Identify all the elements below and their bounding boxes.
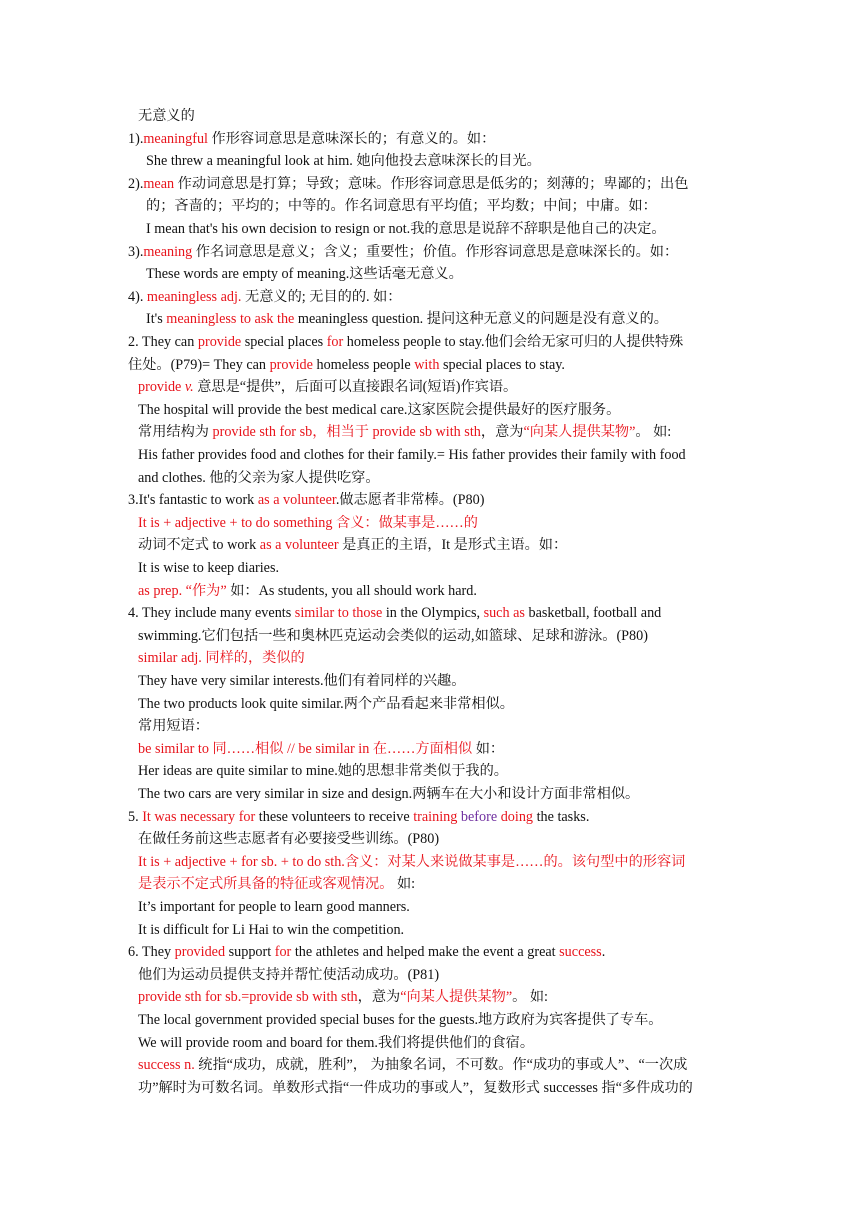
text-run: 如： — [472, 740, 505, 757]
highlighted-text: It was necessary for — [142, 808, 256, 825]
highlighted-text: 是表示不定式所具备的特征或客观情况。 — [138, 876, 394, 893]
text-run: 2. They can — [128, 334, 198, 350]
text-run: It is difficult for Li Hai to win the competition. — [138, 921, 405, 938]
text-run: special places to stay. — [439, 356, 565, 373]
text-line — [138, 670, 465, 693]
text-run: The hospital will provide the best medical care.这家医院会提供最好的医疗服务。 — [138, 401, 621, 418]
highlighted-text: “向某人提供某物” — [523, 424, 636, 441]
highlighted-text: success — [559, 944, 602, 961]
highlighted-text: with — [414, 356, 440, 373]
text-line — [138, 760, 508, 783]
text-run: Her ideas are quite similar to mine.她的思想非常类似于我的。 — [138, 763, 508, 780]
text-run: support — [225, 944, 275, 961]
highlighted-text: success n. — [138, 1057, 195, 1074]
text-line — [138, 919, 404, 942]
text-run: 3.It's fantastic to work — [128, 492, 258, 509]
text-run: They have very similar interests.他们有着同样的兴趣。 — [138, 673, 466, 689]
text-line — [138, 444, 686, 467]
text-line — [138, 625, 648, 648]
highlighted-text: provide — [138, 379, 185, 396]
text-run: These words are empty of meaning.这些话毫无意义。 — [146, 266, 463, 283]
highlighted-text: meaningful — [143, 130, 208, 147]
text-line — [146, 218, 666, 241]
text-line — [146, 308, 668, 331]
text-run: We will provide room and board for them.我们将提供他们的食宿。 — [138, 1034, 535, 1051]
text-line — [138, 647, 305, 670]
text-line — [128, 602, 661, 625]
highlighted-text: meaning — [143, 243, 193, 260]
highlighted-text: such as — [483, 605, 525, 622]
highlighted-text: It is + adjective + to do something 含义：做某事是……的 — [138, 514, 478, 531]
text-line — [128, 941, 605, 964]
text-run: in the Olympics, — [382, 605, 484, 622]
highlighted-text: as a volunteer — [259, 537, 339, 554]
highlighted-text: before — [460, 808, 498, 825]
text-run: special places — [241, 334, 327, 350]
highlighted-text: be similar to 同……相似 // be similar in 在……方面相似 — [138, 740, 473, 757]
text-run: and clothes. 他的父亲为家人提供吃穿。 — [138, 469, 380, 486]
text-run: the athletes and helped make the event a great — [291, 944, 560, 961]
text-run: .做志愿者非常棒。(P80) — [335, 492, 485, 509]
text-run: 动词不定式 to work — [138, 537, 260, 554]
text-line — [128, 806, 589, 829]
text-line — [128, 354, 565, 377]
text-line — [128, 331, 683, 354]
highlighted-text: for — [274, 944, 292, 961]
text-run: It's — [146, 311, 167, 328]
highlighted-text: training — [413, 808, 458, 825]
text-run: ，意为 — [480, 424, 524, 441]
text-run: 如: — [393, 876, 416, 893]
text-run: The two cars are very similar in size and design.两辆车在大小和设计方面非常相似。 — [138, 786, 640, 802]
text-line — [138, 828, 439, 851]
text-run: 意思是“提供”，后面可以直接跟名词(短语)作宾语。 — [193, 379, 518, 396]
text-line — [128, 173, 688, 196]
text-line — [138, 467, 380, 490]
text-line — [138, 1077, 693, 1100]
text-line — [128, 489, 484, 512]
text-run: 4). — [128, 288, 147, 305]
text-line — [138, 1009, 662, 1032]
text-run: 4. They include many events — [128, 605, 295, 622]
highlighted-text: “作为” — [182, 582, 227, 599]
text-line — [138, 557, 279, 580]
highlighted-text: It is + adjective + for sb. + to do sth.含义：对某人来说做某事是……的。该句型中的形容词 — [138, 853, 686, 870]
text-run: ，意为 — [357, 989, 401, 1006]
text-run: 。 如: — [635, 424, 672, 441]
text-line — [138, 851, 685, 874]
highlighted-text: mean — [143, 175, 175, 192]
text-run: 常用结构为 — [138, 424, 213, 441]
text-line — [138, 421, 671, 444]
text-run: His father provides food and clothes for their family.= His father provides their family with food — [138, 447, 686, 463]
highlighted-text: v. — [184, 379, 194, 396]
text-run: 的；吝啬的；平均的；中等的。作名词意思有平均值；平均数；中间；中庸。如： — [146, 198, 657, 215]
text-run: 。 如: — [512, 989, 548, 1006]
text-line — [146, 195, 657, 218]
text-run: 作形容词意思是意味深长的；有意义的。如： — [208, 130, 496, 147]
text-run: 作名词意思是意义；含义；重要性；价值。作形容词意思是意味深长的。如： — [192, 243, 679, 260]
text-run: 2). — [128, 175, 144, 192]
text-line — [138, 512, 478, 535]
text-line — [138, 738, 504, 761]
highlighted-text: provide sth for sb，相当于 provide sb with sth — [212, 424, 481, 441]
text-line — [138, 783, 639, 806]
text-run: homeless people — [312, 356, 415, 373]
text-line — [138, 580, 477, 603]
text-run: 无意义的; 无目的的. 如： — [241, 288, 402, 305]
highlighted-text: provide — [197, 334, 242, 350]
text-run: 3). — [128, 243, 144, 260]
highlighted-text: provide sth for sb.=provide sb with sth — [138, 989, 358, 1006]
text-line — [138, 1054, 687, 1077]
text-line — [138, 534, 567, 557]
highlighted-text: similar adj. 同样的，类似的 — [138, 650, 305, 667]
highlighted-text: as prep. — [138, 582, 183, 599]
highlighted-text: meaningless to ask the — [166, 311, 295, 328]
text-line — [138, 1032, 534, 1055]
highlighted-text: “向某人提供某物” — [400, 989, 513, 1006]
highlighted-text: provided — [174, 944, 226, 961]
text-run: basketball, football and — [524, 605, 662, 622]
text-line — [138, 986, 548, 1009]
text-line — [146, 263, 463, 286]
text-run: homeless people to stay.他们会给无家可归的人提供特殊 — [343, 334, 684, 350]
text-line — [138, 896, 410, 919]
text-line — [128, 128, 495, 151]
highlighted-text: as a volunteer — [257, 492, 336, 509]
text-run: 是真正的主语，It 是形式主语。如： — [338, 537, 568, 554]
text-run: 在做任务前这些志愿者有必要接受些训练。(P80) — [138, 831, 440, 848]
text-run: It’s important for people to learn good manners. — [138, 899, 410, 915]
highlighted-text: doing — [500, 808, 534, 825]
text-run: 他们为运动员提供支持并帮忙使活动成功。(P81) — [138, 966, 440, 983]
text-line — [138, 715, 209, 738]
text-run: She threw a meaningful look at him. 她向他投去意味深长的目光。 — [146, 153, 541, 170]
text-line — [138, 376, 517, 399]
text-line — [138, 873, 415, 896]
text-run: 统指“成功，成就，胜利”， 为抽象名词，不可数。作“成功的事或人”、“一次成 — [194, 1057, 688, 1074]
text-line — [138, 399, 620, 422]
text-run: meaningless question. 提问这种无意义的问题是没有意义的。 — [294, 311, 668, 328]
highlighted-text: provide — [269, 356, 313, 373]
text-run: I mean that's his own decision to resign or not.我的意思是说辞不辞职是他自己的决定。 — [146, 221, 666, 237]
text-run: 住处。(P79)= They can — [128, 356, 270, 373]
text-run: 常用短语： — [138, 718, 209, 735]
text-run: swimming.它们包括一些和奥林匹克运动会类似的运动,如篮球、足球和游泳。(P80) — [138, 627, 648, 644]
text-run: The local government provided special buses for the guests.地方政府为宾客提供了专车。 — [138, 1012, 663, 1028]
text-line — [128, 241, 678, 264]
text-run: the tasks. — [533, 808, 590, 825]
highlighted-text: similar to those — [294, 605, 383, 622]
text-run: 功”解时为可数名词。单数形式指“一件成功的事或人”，复数形式 successes 指“多件成功的 — [138, 1079, 693, 1096]
text-run: The two products look quite similar.两个产品看起来非常相似。 — [138, 695, 514, 712]
text-line — [138, 105, 195, 128]
highlighted-text: meaningless adj. — [146, 288, 242, 305]
text-run: 1). — [128, 130, 144, 147]
text-run: these volunteers to receive — [255, 808, 414, 825]
text-line — [128, 286, 402, 309]
text-run: 作动词意思是打算；导致；意味。作形容词意思是低劣的；刻薄的；卑鄙的；出色 — [174, 175, 689, 192]
text-run: 如：As students, you all should work hard. — [226, 582, 477, 599]
text-run: It is wise to keep diaries. — [138, 560, 280, 576]
text-run: 5. — [128, 808, 143, 825]
text-line — [138, 693, 514, 716]
text-run: . — [601, 944, 606, 961]
highlighted-text: for — [326, 334, 344, 350]
text-line — [146, 150, 541, 173]
text-run: 6. They — [128, 944, 175, 961]
text-run: 无意义的 — [138, 108, 195, 124]
text-line — [138, 964, 439, 987]
